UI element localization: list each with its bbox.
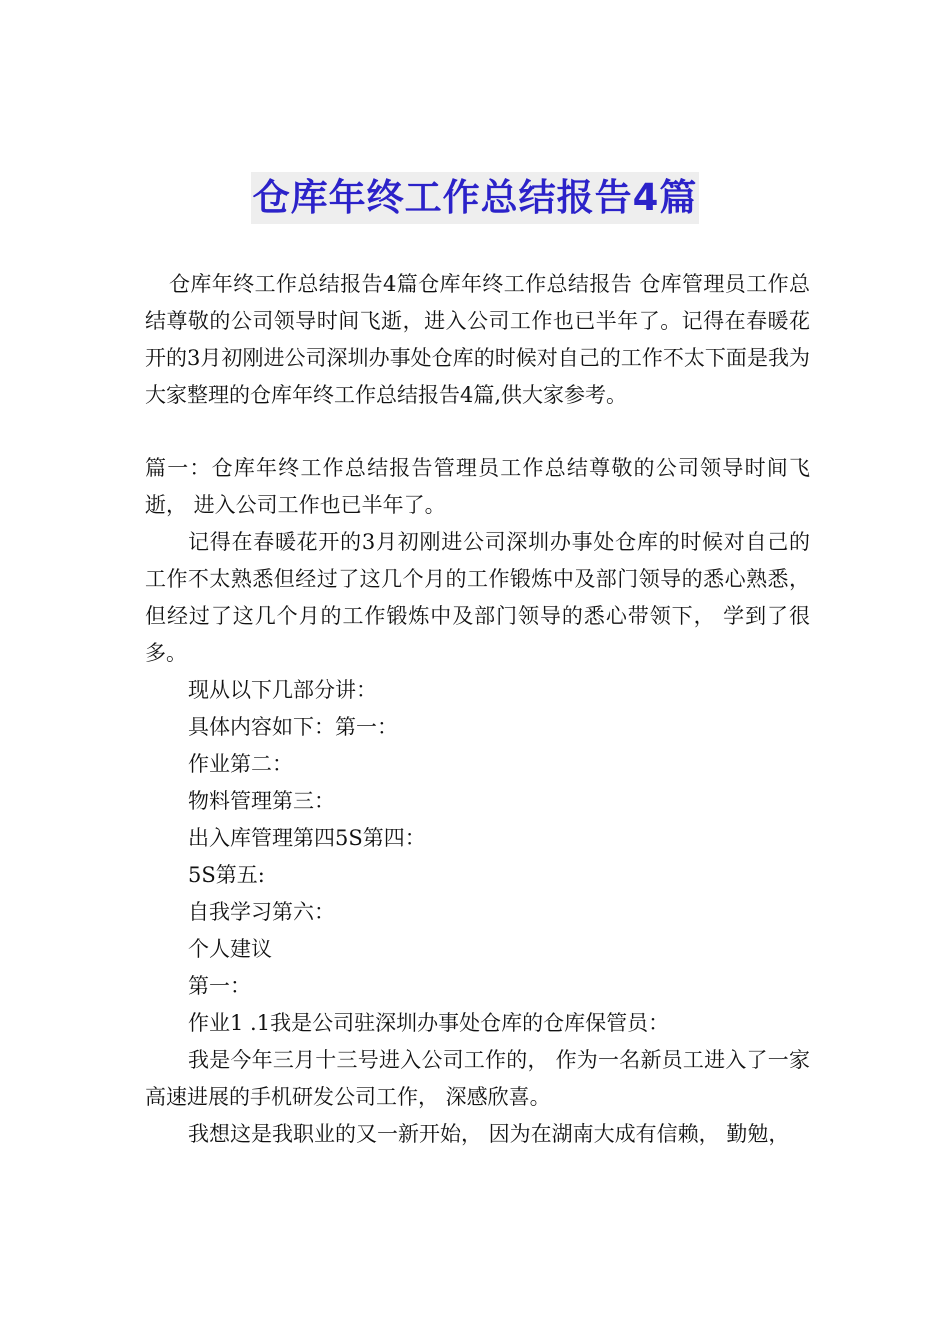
body-paragraph: 现从以下几部分讲： (188, 678, 377, 702)
body-paragraph: 作业第二： (188, 752, 293, 776)
document-title-text: 仓库年终工作总结报告4篇 (251, 172, 700, 224)
intro-paragraph: 仓库年终工作总结报告4篇仓库年终工作总结报告 仓库管理员工作总结尊敬的公司领导时间飞逝，进入公司工作也已半年了。记得在春暖花开的3月初刚进公司深圳办事处仓库的时候对自己的工作不太下面是我为大家整理的仓库年终工作总结报告4篇,供大家参考。 (145, 272, 810, 407)
body-paragraph: 个人建议 (188, 937, 272, 961)
body-paragraph: 出入库管理第四5S第四： (188, 826, 426, 850)
body-paragraph: 第一： (188, 974, 251, 998)
document-title (0, 172, 950, 224)
body-paragraph: 5S第五: (188, 863, 265, 887)
body-paragraph: 具体内容如下：第一： (188, 715, 398, 739)
section-one-heading: 篇一：仓库年终工作总结报告管理员工作总结尊敬的公司领导时间飞逝， 进入公司工作也已半年了。 (145, 456, 810, 517)
body-paragraph: 我想这是我职业的又一新开始， 因为在湖南大成有信赖， 勤勉， (188, 1122, 790, 1146)
body-paragraph: 作业1 .1我是公司驻深圳办事处仓库的仓库保管员： (188, 1011, 670, 1035)
body-paragraph: 物料管理第三： (188, 789, 335, 813)
document-body (145, 266, 810, 1153)
body-paragraph: 我是今年三月十三号进入公司工作的， 作为一名新员工进入了一家高速进展的手机研发公司工作， 深感欣喜。 (145, 1048, 810, 1109)
body-paragraph: 自我学习第六： (188, 900, 335, 924)
body-paragraph: 记得在春暖花开的3月初刚进公司深圳办事处仓库的时候对自己的工作不太熟悉但经过了这几个月的工作锻炼中及部门领导的悉心熟悉， 但经过了这几个月的工作锻炼中及部门领导的悉心带领下， 学到了很多。 (145, 530, 810, 665)
